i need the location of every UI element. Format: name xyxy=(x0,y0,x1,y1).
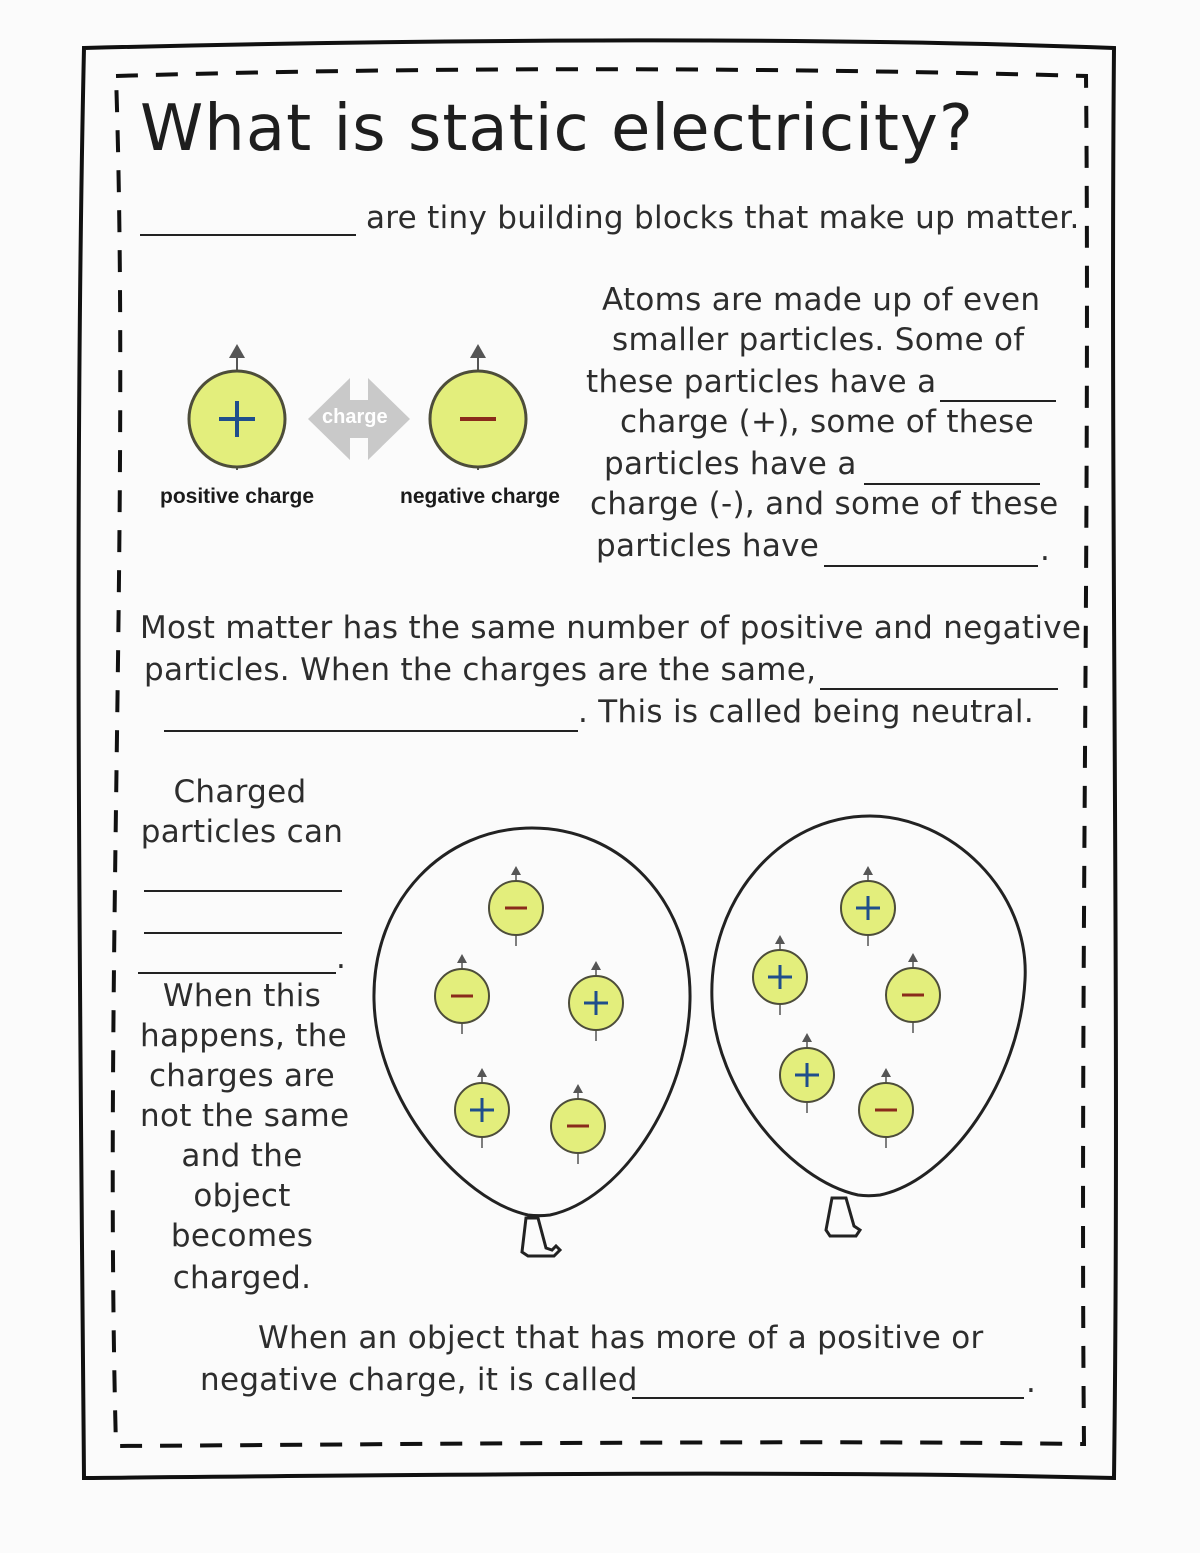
page-title: What is static electricity? xyxy=(140,92,974,166)
charged-line-9: becomes xyxy=(170,1218,314,1254)
atoms-line-3: these particles have a xyxy=(586,364,937,400)
positive-particle-icon xyxy=(189,344,285,470)
atoms-end-period: . xyxy=(1040,532,1051,568)
charged-line-3: When this xyxy=(162,978,322,1014)
blank-charged-1[interactable] xyxy=(144,890,342,892)
balloons-illustration xyxy=(360,800,1050,1260)
charged-line-8: object xyxy=(193,1178,291,1214)
atoms-line-7: particles have xyxy=(596,528,820,564)
blank-charged-2[interactable] xyxy=(144,932,342,934)
blank-positive[interactable] xyxy=(940,400,1056,402)
atoms-line-2: smaller particles. Some of xyxy=(612,322,1025,358)
negative-particle-icon xyxy=(430,344,526,470)
blank-neutral-a[interactable] xyxy=(820,688,1058,690)
blank-charged-3[interactable] xyxy=(138,972,336,974)
charged-line-2: particles can xyxy=(140,814,344,850)
blank-static-charge[interactable] xyxy=(632,1397,1024,1399)
charged-line-6: not the same xyxy=(140,1098,350,1134)
final-line-1: When an object that has more of a positive or xyxy=(258,1320,984,1356)
charged-line-5: charges are xyxy=(148,1058,336,1094)
charged-line-4: happens, the xyxy=(140,1018,348,1054)
positive-charge-label: positive charge xyxy=(160,485,315,508)
charged-line-10: charged. xyxy=(172,1260,312,1296)
charged-line-7: and the xyxy=(181,1138,303,1174)
intro-line: are tiny building blocks that make up matter. xyxy=(366,200,1080,236)
blank-neutral-b[interactable] xyxy=(164,730,578,732)
arrow-label: charge xyxy=(322,406,388,428)
neutral-line-2: particles. When the charges are the same, xyxy=(144,652,817,688)
final-end-period: . xyxy=(1026,1364,1037,1400)
blank-negative[interactable] xyxy=(864,483,1040,485)
blank-atoms[interactable] xyxy=(140,234,356,236)
charged-line-1: Charged xyxy=(173,774,307,810)
atoms-line-4: charge (+), some of these xyxy=(620,404,1034,440)
final-line-2: negative charge, it is called xyxy=(200,1362,638,1398)
atoms-line-6: charge (-), and some of these xyxy=(590,486,1059,522)
atoms-line-5: particles have a xyxy=(604,446,857,482)
charged-dot: . xyxy=(336,940,347,976)
neutral-line-1: Most matter has the same number of positive and negative xyxy=(140,610,1082,646)
neutral-line-3: . This is called being neutral. xyxy=(578,694,1034,730)
negative-charge-label: negative charge xyxy=(400,485,560,508)
blank-no-charge[interactable] xyxy=(824,565,1038,567)
atoms-line-1: Atoms are made up of even xyxy=(602,282,1041,318)
